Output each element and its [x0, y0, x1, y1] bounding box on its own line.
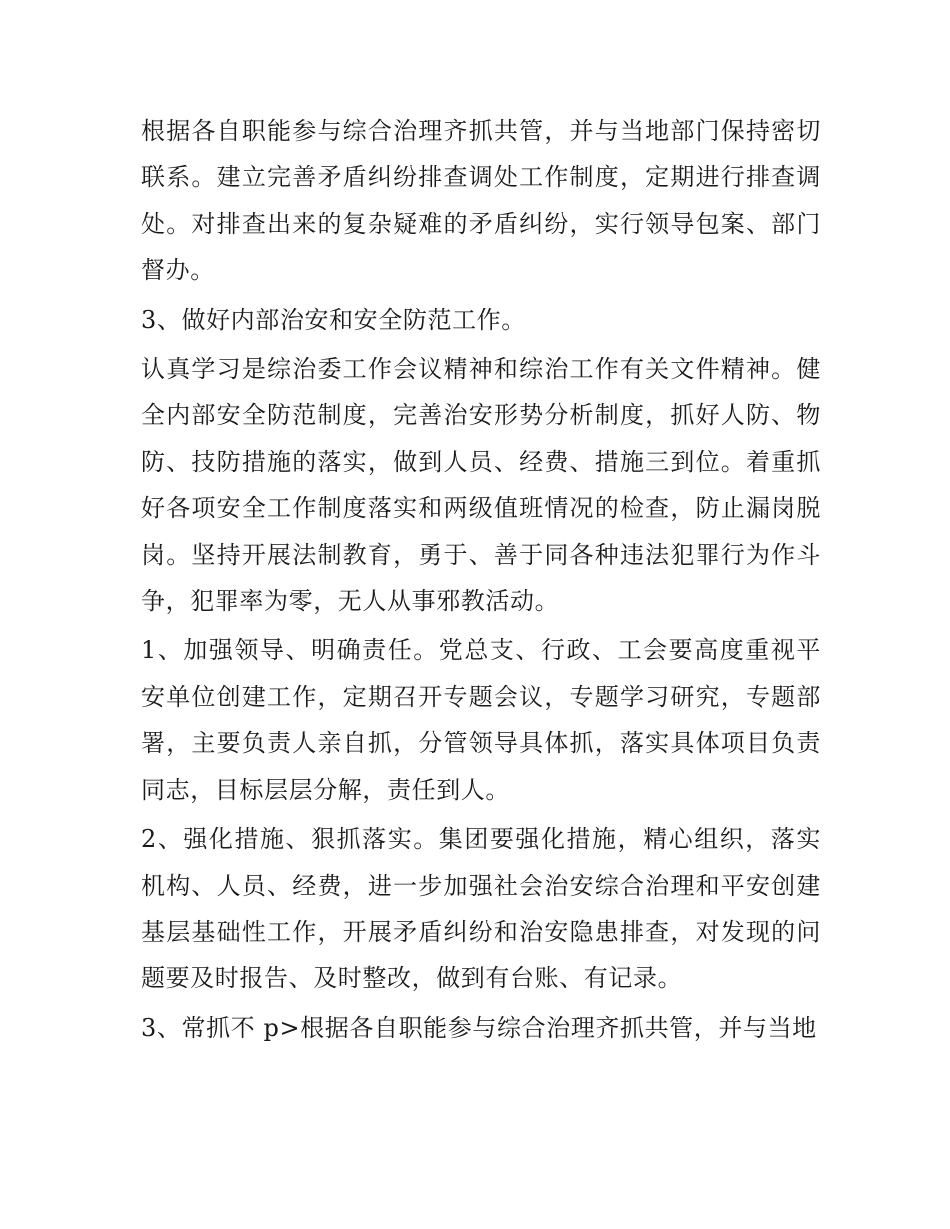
paragraph-leadership-responsibility: 1、加强领导、明确责任。党总支、行政、工会要高度重视平安单位创建工作，定期召开专题会议，专题学习研究，专题部署，主要负责人亲自抓，分管领导具体抓，落实具体项目负责同志，目标层层分解，责任到人。 — [141, 636, 821, 804]
paragraph-conflict-mediation: 根据各自职能参与综合治理齐抓共管，并与当地部门保持密切联系。建立完善矛盾纠纷排查调处工作制度，定期进行排查调处。对排查出来的复杂疑难的矛盾纠纷，实行领导包案、部门督办。 — [141, 117, 821, 285]
document-body — [141, 108, 821, 1051]
paragraph-strengthen-measures: 2、强化措施、狠抓落实。集团要强化措施，精心组织，落实机构、人员、经费，进一步加强社会治安综合治理和平安创建基层基础性工作，开展矛盾纠纷和治安隐患排查，对发现的问题要及时报告、及时整改，做到有台账、有记录。 — [141, 825, 821, 993]
paragraph-continuous-effort: 3、常抓不 p>根据各自职能参与综合治理齐抓共管，并与当地 — [141, 1013, 817, 1042]
paragraph-heading-internal-security: 3、做好内部治安和安全防范工作。 — [141, 305, 526, 334]
paragraph-security-measures: 认真学习是综治委工作会议精神和综治工作有关文件精神。健全内部安全防范制度，完善治安形势分析制度，抓好人防、物防、技防措施的落实，做到人员、经费、措施三到位。着重抓好各项安全工作制度落实和两级值班情况的检查，防止漏岗脱岗。坚持开展法制教育，勇于、善于同各种违法犯罪行为作斗争，犯罪率为零，无人从事邪教活动。 — [141, 355, 821, 616]
